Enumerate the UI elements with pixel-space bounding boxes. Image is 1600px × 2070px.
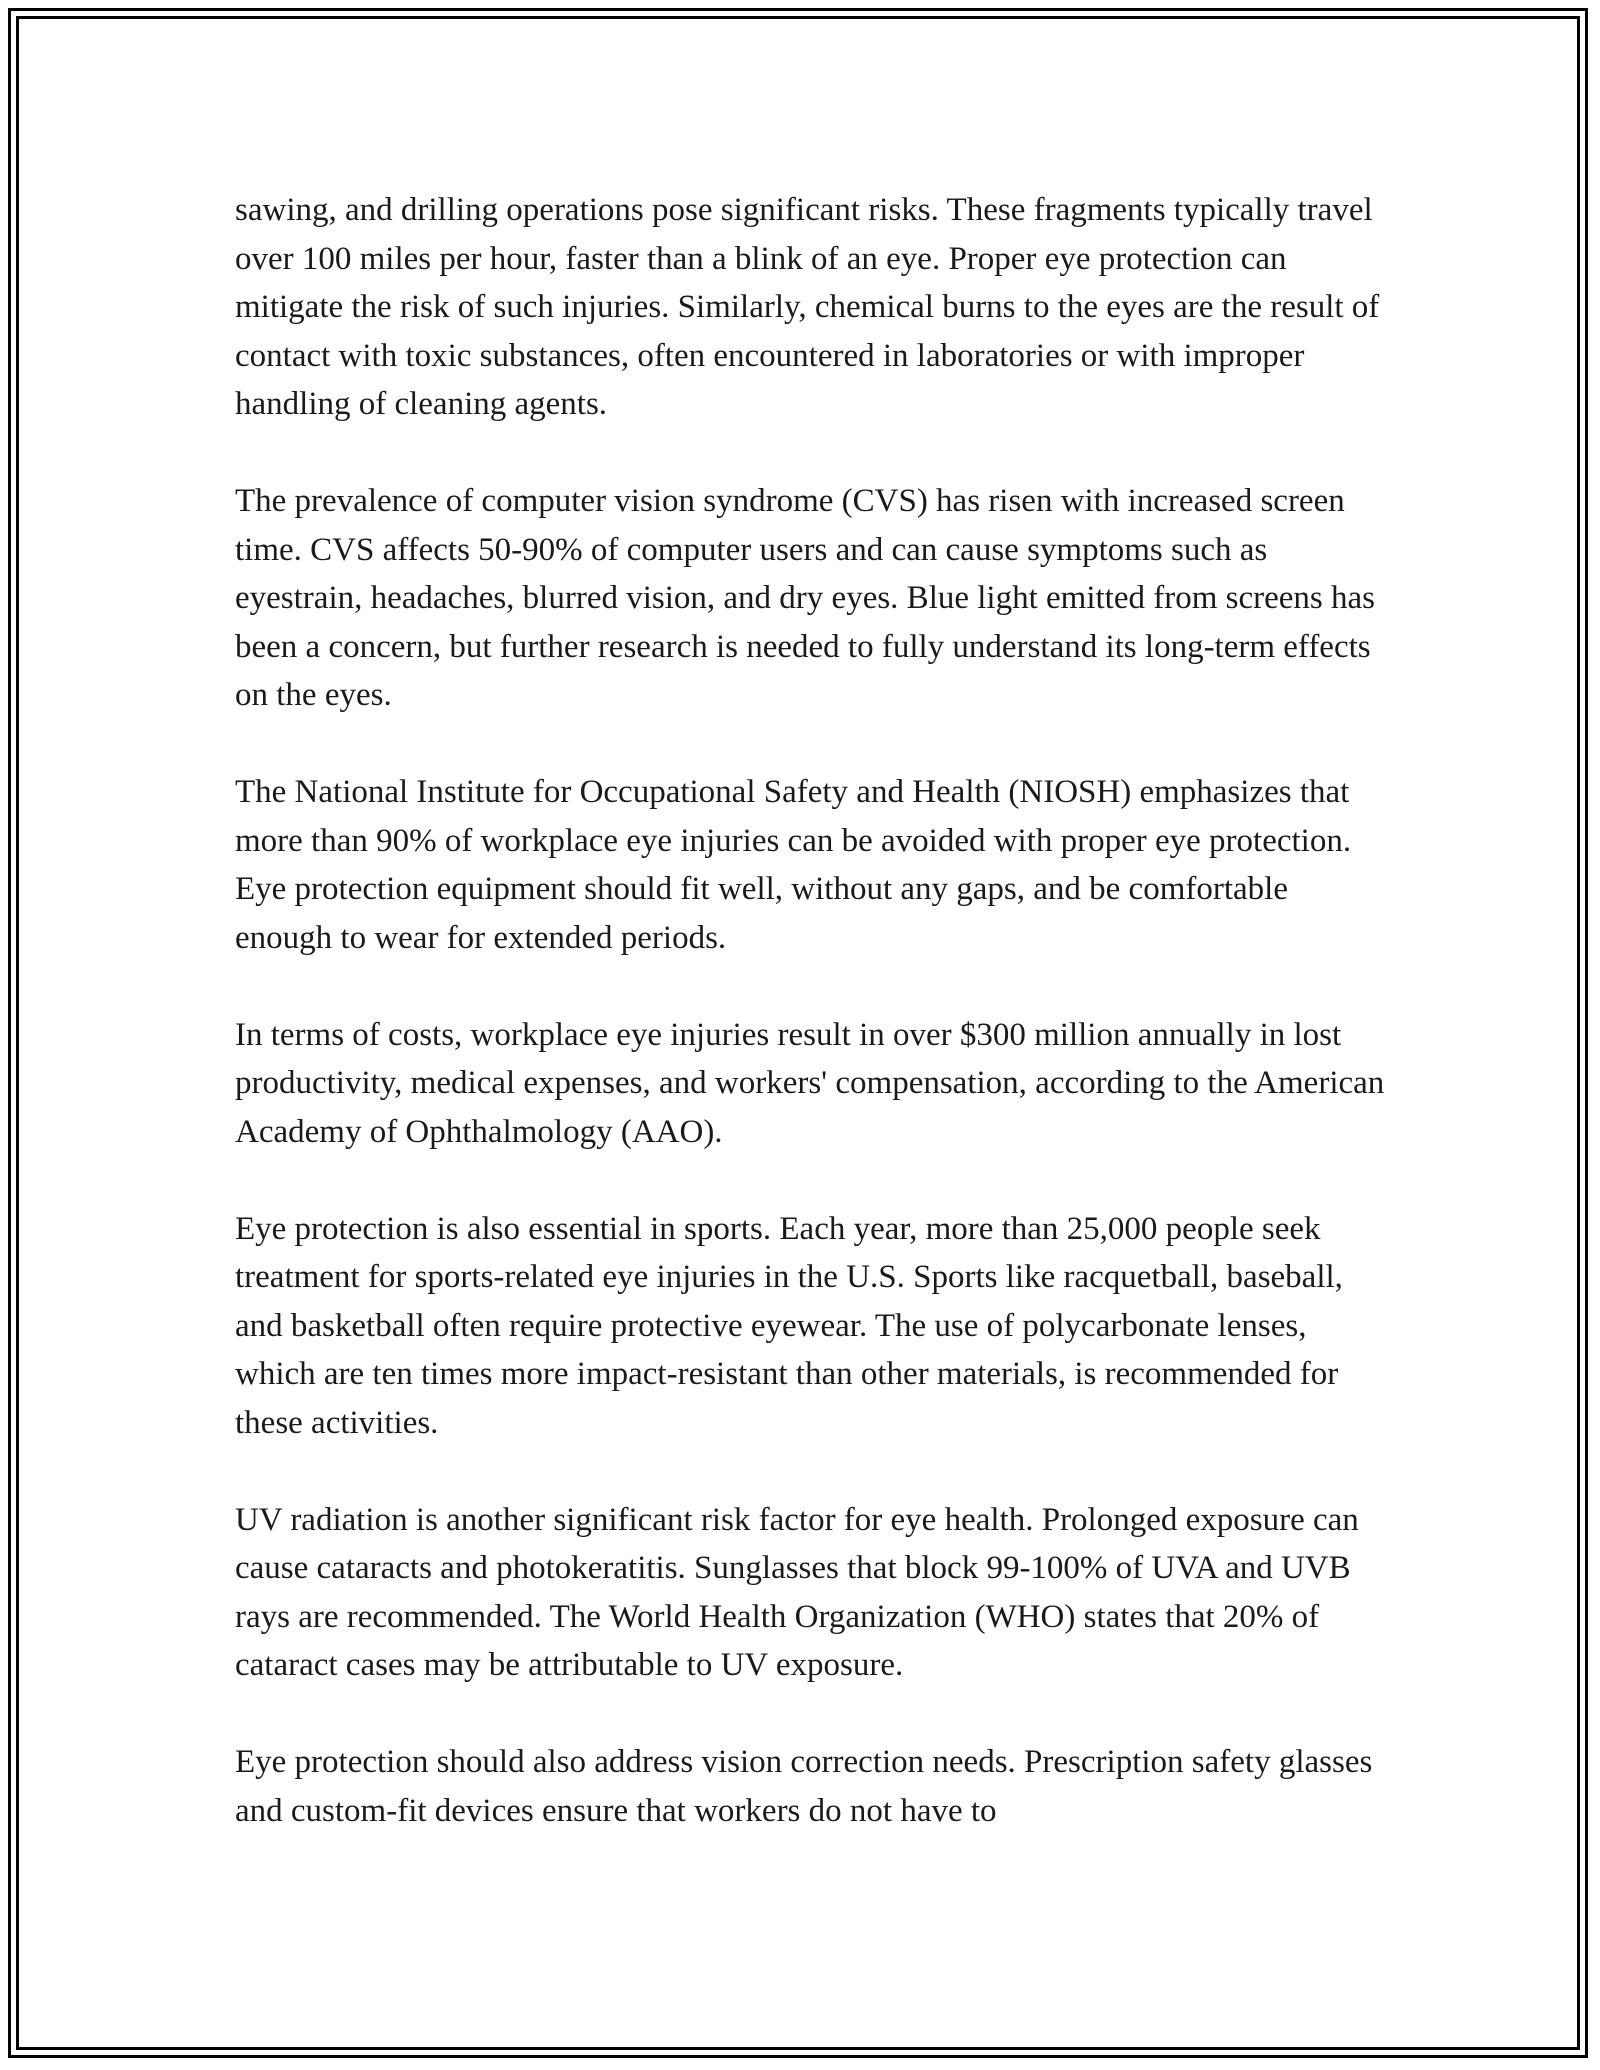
paragraph-7: Eye protection should also address vision correction needs. Prescription safety glasses and custom-fit devices ensure that workers do not have to <box>235 1744 1373 1829</box>
paragraph-1: sawing, and drilling operations pose significant risks. These fragments typically travel over 100 miles per hour, faster than a blink of an eye. Proper eye protection can mitigate the risk of such injuries. Similarly, chemical burns to the eyes are the result of contact with toxic substances, often encountered in laboratories or with improper handling of cleaning agents. <box>235 192 1380 422</box>
document-body <box>235 186 1385 1835</box>
paragraph-6: UV radiation is another significant risk factor for eye health. Prolonged exposure can cause cataracts and photokeratitis. Sunglasses that block 99-100% of UVA and UVB rays are recommended. The World Health Organization (WHO) states that 20% of cataract cases may be attributable to UV exposure. <box>235 1501 1359 1683</box>
paragraph-2: The prevalence of computer vision syndrome (CVS) has risen with increased screen time. CVS affects 50-90% of computer users and can cause symptoms such as eyestrain, headaches, blurred vision, and dry eyes. Blue light emitted from screens has been a concern, but further research is needed to fully understand its long-term effects on the eyes. <box>235 483 1375 713</box>
paragraph-4: In terms of costs, workplace eye injuries result in over $300 million annually in lost productivity, medical expenses, and workers' compensation, according to the American Academy of Ophthalmology (AAO). <box>235 1016 1385 1150</box>
paragraph-5: Eye protection is also essential in sports. Each year, more than 25,000 people seek treatment for sports-related eye injuries in the U.S. Sports like racquetball, baseball, and basketball often require protective eyewear. The use of polycarbonate lenses, which are ten times more impact-resistant than other materials, is recommended for these activities. <box>235 1210 1343 1441</box>
paragraph-3: The National Institute for Occupational Safety and Health (NIOSH) emphasizes that more than 90% of workplace eye injuries can be avoided with proper eye protection. Eye protection equipment should fit well, without any gaps, and be comfortable enough to wear for extended periods. <box>235 774 1352 956</box>
